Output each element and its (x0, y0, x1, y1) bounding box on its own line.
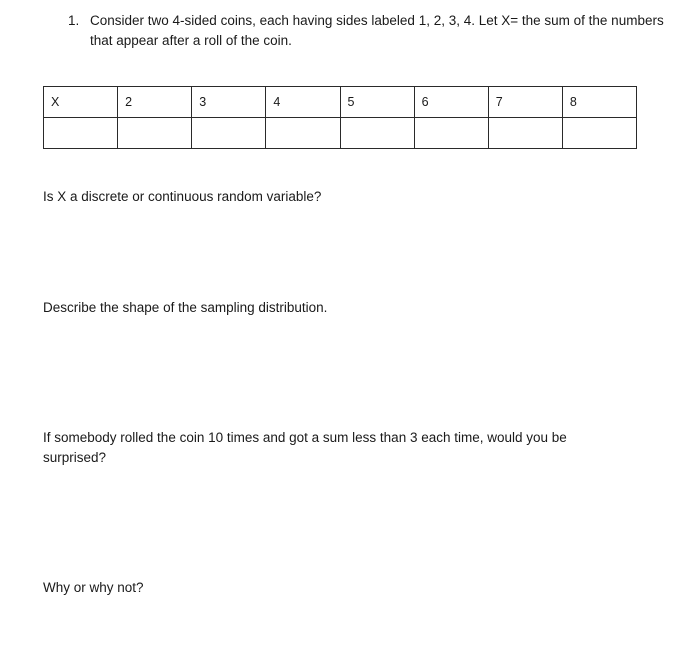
table-cell-blank[interactable] (562, 118, 636, 149)
table-cell-blank[interactable] (266, 118, 340, 149)
discrete-or-continuous-prompt: Is X a discrete or continuous random variable? (43, 189, 322, 204)
table-cell-value: 4 (266, 87, 340, 118)
table-cell-blank[interactable] (414, 118, 488, 149)
why-or-why-not-prompt: Why or why not? (43, 580, 144, 595)
table-cell-blank[interactable] (44, 118, 118, 149)
table-cell-value: 5 (340, 87, 414, 118)
table-cell-value: 6 (414, 87, 488, 118)
table-cell-blank[interactable] (192, 118, 266, 149)
table-cell-value: 2 (118, 87, 192, 118)
table-cell-value: 8 (562, 87, 636, 118)
distribution-shape-prompt: Describe the shape of the sampling distribution. (43, 300, 328, 315)
table-cell-value: 3 (192, 87, 266, 118)
table-cell-blank[interactable] (118, 118, 192, 149)
question-number: 1. (68, 13, 80, 28)
table-cell-x-label: X (44, 87, 118, 118)
table-row-blank (44, 118, 637, 149)
table-cell-value: 7 (488, 87, 562, 118)
table-cell-blank[interactable] (340, 118, 414, 149)
table-row-values (44, 87, 637, 118)
sum-value-table (43, 86, 637, 149)
surprised-prompt: If somebody rolled the coin 10 times and got a sum less than 3 each time, would you be surprised? (43, 430, 567, 465)
table-cell-blank[interactable] (488, 118, 562, 149)
question-text: Consider two 4-sided coins, each having sides labeled 1, 2, 3, 4. Let X= the sum of the numbers that appear after a roll of the coin. (90, 13, 664, 48)
